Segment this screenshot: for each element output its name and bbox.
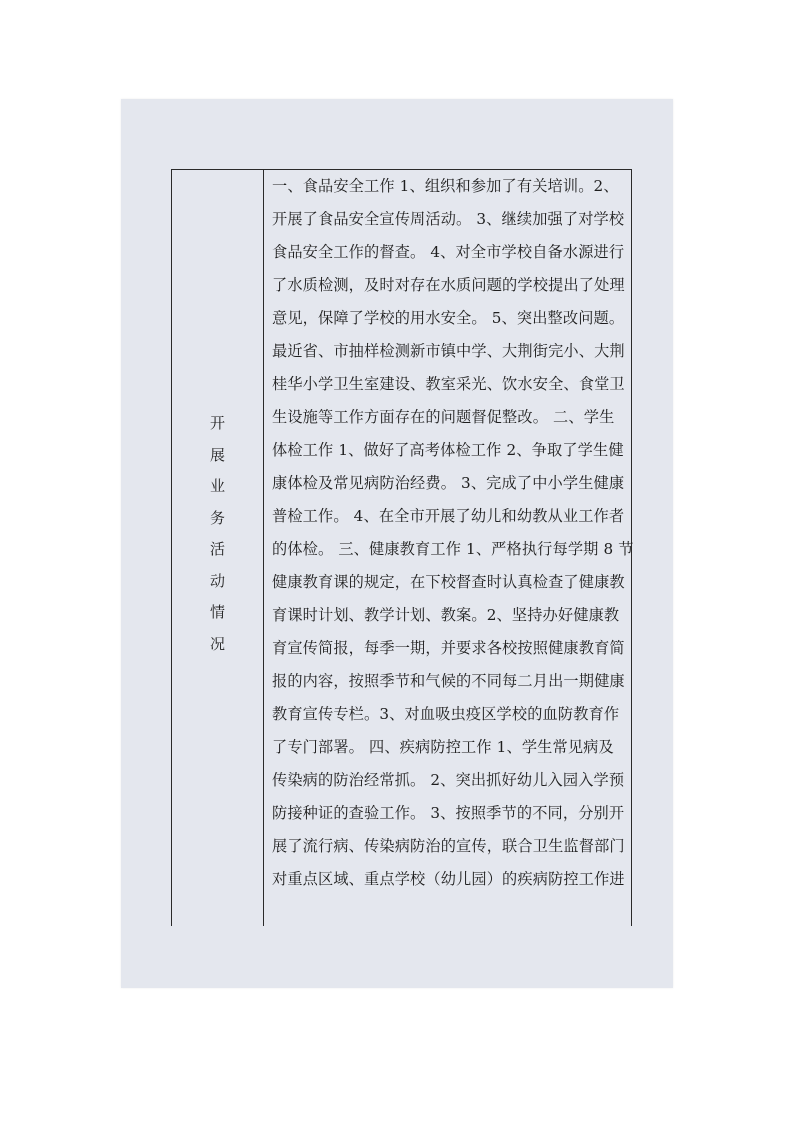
content-line: 最近省、市抽样检测新市镇中学、大荆街完小、大荆 — [272, 342, 625, 360]
section-label-cell — [172, 170, 264, 926]
content-line: 生设施等工作方面存在的问题督促整改。 二、学生 — [272, 408, 615, 426]
content-line: 健康教育课的规定，在下校督查时认真检查了健康教 — [272, 573, 625, 591]
content-line: 防接种证的查验工作。 3、按照季节的不同，分别开 — [272, 804, 625, 822]
content-line: 了水质检测，及时对存在水质问题的学校提出了处理 — [272, 276, 625, 294]
content-line: 普检工作。 4、在全市开展了幼儿和幼教从业工作者 — [272, 507, 625, 525]
section-label-char: 业 — [209, 477, 225, 495]
content-cell — [272, 170, 634, 896]
content-line: 体检工作 1、做好了高考体检工作 2、争取了学生健 — [272, 441, 624, 459]
content-line: 一、食品安全工作 1、组织和参加了有关培训。2、 — [272, 177, 619, 195]
section-label — [172, 408, 263, 660]
content-line: 的体检。 三、健康教育工作 1、严格执行每学期 8 节 — [272, 540, 634, 558]
form-table — [171, 169, 632, 926]
content-line: 展了流行病、传染病防治的宣传，联合卫生监督部门 — [272, 837, 625, 855]
content-line: 意见，保障了学校的用水安全。 5、突出整改问题。 — [272, 309, 625, 327]
content-line: 开展了食品安全宣传周活动。 3、继续加强了对学校 — [272, 210, 625, 228]
content-line: 康体检及常见病防治经费。 3、完成了中小学生健康 — [272, 474, 625, 492]
content-line: 育课时计划、教学计划、教案。2、坚持办好健康教 — [272, 606, 620, 624]
document-page — [121, 99, 673, 988]
content-line: 对重点区域、重点学校（幼儿园）的疾病防控工作进 — [272, 870, 625, 888]
section-label-char: 务 — [209, 508, 225, 527]
content-line: 传染病的防治经常抓。 2、突出抓好幼儿入园入学预 — [272, 771, 625, 789]
section-label-char: 开 — [209, 414, 225, 432]
content-line: 教育宣传专栏。3、对血吸虫疫区学校的血防教育作 — [272, 705, 620, 723]
content-line: 育宣传简报，每季一期，并要求各校按照健康教育简 — [272, 639, 625, 657]
content-line: 报的内容，按照季节和气候的不同每二月出一期健康 — [272, 672, 625, 690]
content-line: 食品安全工作的督查。 4、对全市学校自备水源进行 — [272, 243, 625, 261]
content-line: 了专门部署。 四、疾病防控工作 1、学生常见病及 — [272, 738, 614, 756]
section-label-char: 况 — [209, 634, 225, 653]
section-label-char: 情 — [209, 603, 225, 621]
section-label-char: 动 — [209, 571, 225, 590]
section-label-char: 活 — [209, 540, 225, 558]
section-label-char: 展 — [209, 445, 225, 464]
content-line: 桂华小学卫生室建设、教室采光、饮水安全、食堂卫 — [272, 375, 625, 393]
